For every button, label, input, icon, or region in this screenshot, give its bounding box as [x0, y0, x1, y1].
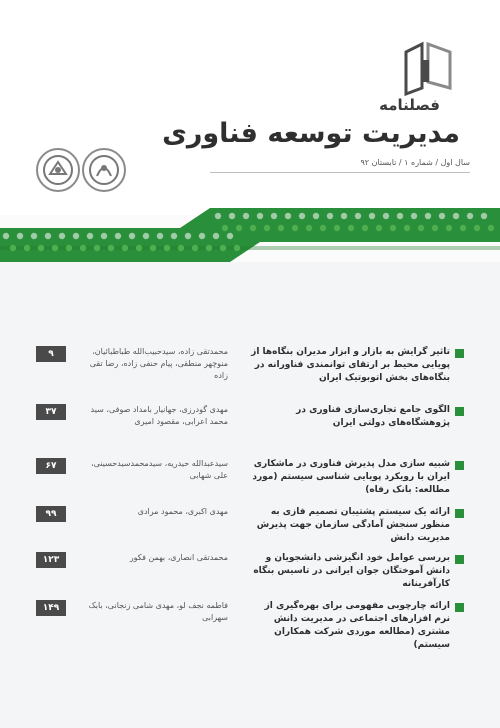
band-dot — [59, 233, 65, 239]
band-dot — [425, 213, 431, 219]
band-dot — [87, 233, 93, 239]
article-title[interactable]: بررسی عوامل خود انگیزشی دانشجویان و دانش آموختگان جوان ایرانی در تاسیس بنگاه کارآفرینانه — [253, 553, 450, 589]
band-dot — [3, 233, 9, 239]
band-dot — [362, 225, 368, 231]
band-dot — [418, 225, 424, 231]
issue-line — [210, 158, 470, 173]
band-dot — [52, 245, 58, 251]
band-dot — [474, 225, 480, 231]
band-dot — [376, 225, 382, 231]
page-number-badge: ۹ — [36, 346, 66, 362]
article-authors: محمدتقی انصاری، بهمن فکور — [129, 553, 228, 562]
band-dot — [264, 225, 270, 231]
band-dot — [355, 213, 361, 219]
band-dot — [327, 213, 333, 219]
university-seal-icon — [36, 148, 80, 192]
toc-item[interactable] — [36, 404, 464, 452]
article-authors: فاطمه نجف لو، مهدی شامی زنجانی، بابک سهرابی — [88, 601, 228, 622]
band-dot — [341, 213, 347, 219]
article-title[interactable]: شبیه سازی مدل پذیرش فناوری در ماشکاری ایران با رویکرد پویایی شناسی سیستم (مورد مطالعه: بانک رفاه) — [252, 459, 450, 495]
bullet-icon — [455, 509, 464, 518]
toc-item[interactable] — [36, 346, 464, 394]
toc-item[interactable] — [36, 600, 464, 648]
band-dot — [143, 233, 149, 239]
band-dot — [136, 245, 142, 251]
band-dot — [488, 225, 494, 231]
table-of-contents — [0, 262, 500, 728]
band-dot — [17, 233, 23, 239]
band-dot — [250, 225, 256, 231]
journal-title: مدیریت توسعه فناوری — [162, 118, 460, 149]
band-dot — [222, 225, 228, 231]
band-dot — [313, 213, 319, 219]
page-number-badge: ۳۷ — [36, 404, 66, 420]
band-dot — [234, 245, 240, 251]
page-number-badge: ۱۴۹ — [36, 600, 66, 616]
band-dot — [38, 245, 44, 251]
association-seal-icon — [82, 148, 126, 192]
band-dot — [178, 245, 184, 251]
page-number-badge: ۱۲۳ — [36, 552, 66, 568]
band-dot — [80, 245, 86, 251]
band-dot — [397, 213, 403, 219]
band-dot — [73, 233, 79, 239]
band-dot — [320, 225, 326, 231]
band-dot — [108, 245, 114, 251]
band-dot — [306, 225, 312, 231]
band-dot — [404, 225, 410, 231]
band-dot — [66, 245, 72, 251]
band-dot — [243, 213, 249, 219]
band-dot — [390, 225, 396, 231]
issue-info: سال اول / شماره ۱ / تابستان ۹۲ — [360, 158, 470, 167]
band-dot — [278, 225, 284, 231]
band-dot — [369, 213, 375, 219]
band-dot — [453, 213, 459, 219]
band-dot — [45, 233, 51, 239]
article-title[interactable]: ارائه یک سیستم پشتیبان تصمیم فازی به منظور سنجش آمادگی سازمان جهت پذیرش مدیریت دانش — [256, 507, 450, 543]
band-dot — [285, 213, 291, 219]
band-dot — [157, 233, 163, 239]
band-dot — [236, 225, 242, 231]
band-dot — [229, 213, 235, 219]
article-title[interactable]: ارائه چارچوبی مفهومی برای بهره‌گیری از نرم افزارهای اجتماعی در مدیریت دانش مشتری (مطالعه موردی شرکت همکاران سیستم) — [264, 601, 450, 650]
band-dot — [199, 233, 205, 239]
band-dot — [383, 213, 389, 219]
band-dot — [150, 245, 156, 251]
green-dot-band — [0, 190, 500, 262]
band-dot — [192, 245, 198, 251]
band-dot — [292, 225, 298, 231]
band-dot — [467, 213, 473, 219]
band-dot — [481, 213, 487, 219]
page-number-badge: ۹۹ — [36, 506, 66, 522]
band-dot — [411, 213, 417, 219]
band-dot — [220, 245, 226, 251]
article-authors: محمدتقی زاده، سیدحبیب‌الله طباطبائیان، منوچهر منطقی، پیام حنفی زاده، رضا تقی زاده — [89, 347, 228, 380]
band-dot — [334, 225, 340, 231]
band-dot — [101, 233, 107, 239]
band-dot — [171, 233, 177, 239]
band-dot — [227, 233, 233, 239]
journal-type-label: فصلنامه — [379, 96, 440, 114]
band-dot — [31, 233, 37, 239]
bullet-icon — [455, 349, 464, 358]
article-authors: سیدعبدالله حیدریه، سیدمحمدسیدحسینی، علی شهابی — [91, 459, 228, 480]
band-dot — [432, 225, 438, 231]
bullet-icon — [455, 461, 464, 470]
band-dot — [94, 245, 100, 251]
band-dot — [122, 245, 128, 251]
page-number-badge: ۶۷ — [36, 458, 66, 474]
toc-item[interactable] — [36, 458, 464, 506]
article-authors: مهدی اکبری، محمود مرادی — [137, 507, 228, 516]
band-dot — [460, 225, 466, 231]
cover-header — [0, 0, 500, 215]
toc-item[interactable] — [36, 506, 464, 554]
journal-logo-icon — [398, 38, 458, 98]
band-dot — [257, 213, 263, 219]
band-dot — [271, 213, 277, 219]
band-dot — [115, 233, 121, 239]
band-dot — [213, 233, 219, 239]
band-dot — [348, 225, 354, 231]
article-title[interactable]: تاثیر گرایش به بازار و ابزار مدیران بنگاه‌ها از پویایی محیط بر ارتقای توانمندی فناورانه در بنگاه‌های بخش اتوبوتیک ایران — [251, 347, 450, 383]
band-dot — [215, 213, 221, 219]
band-dot — [10, 245, 16, 251]
bullet-icon — [455, 555, 464, 564]
band-dot — [129, 233, 135, 239]
article-title[interactable]: الگوی جامع تجاری‌سازی فناوری در پژوهشگاه‌های دولتی ایران — [296, 405, 450, 428]
band-dot — [164, 245, 170, 251]
article-authors: مهدی گودرزی، جهانیار بامداد صوفی، سید محمد اعرابی، مقصود امیری — [90, 405, 228, 426]
band-dot — [206, 245, 212, 251]
band-dot — [299, 213, 305, 219]
bullet-icon — [455, 603, 464, 612]
band-dot — [185, 233, 191, 239]
toc-item[interactable] — [36, 552, 464, 600]
bullet-icon — [455, 407, 464, 416]
band-dot — [446, 225, 452, 231]
band-dot — [24, 245, 30, 251]
band-dot — [439, 213, 445, 219]
